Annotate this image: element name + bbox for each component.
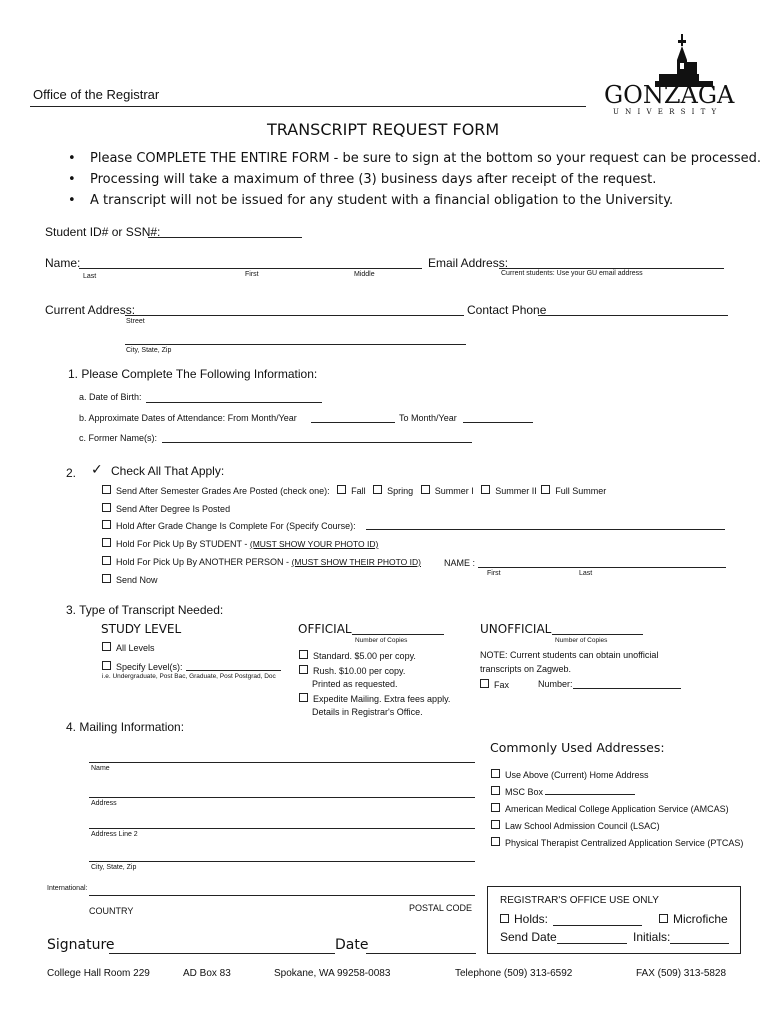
first-caption: First: [245, 271, 259, 278]
city-field[interactable]: [125, 344, 466, 345]
specify-field[interactable]: [186, 670, 281, 671]
official-heading: OFFICIAL: [298, 622, 352, 636]
specify-note: i.e. Undergraduate, Post Bac, Graduate, Post Postgrad, Doc: [102, 673, 276, 680]
summer2-checkbox[interactable]: [481, 485, 490, 494]
degree-option: Send After Degree Is Posted: [102, 503, 230, 514]
mail-address2-field[interactable]: [89, 828, 475, 829]
all-levels-option: All Levels: [102, 642, 155, 653]
email-field[interactable]: [499, 268, 724, 269]
rush-checkbox[interactable]: [299, 665, 308, 674]
signature-label: Signature: [47, 937, 115, 953]
bullet-item: • Please COMPLETE THE ENTIRE FORM - be sure to sign at the bottom so your request can be processed.: [68, 151, 762, 166]
header-rule: [30, 106, 586, 107]
unofficial-copies-caption: Number of Copies: [555, 637, 608, 644]
email-note: Current students: Use your GU email address: [501, 270, 643, 277]
standard-checkbox[interactable]: [299, 650, 308, 659]
printed-note: Printed as requested.: [312, 679, 398, 689]
fax-option: Fax: [480, 679, 509, 690]
common-address-checkbox[interactable]: [491, 786, 500, 795]
semester-option: Send After Semester Grades Are Posted (check one): Fall Spring Summer I Summer II Full Summer: [102, 485, 606, 496]
initials-label: Initials:: [633, 930, 671, 944]
footer-box: AD Box 83: [183, 968, 231, 979]
mail-name-field[interactable]: [89, 762, 475, 763]
semester-checkbox[interactable]: [102, 485, 111, 494]
send-date-field[interactable]: [557, 943, 627, 944]
pickup-other-checkbox[interactable]: [102, 556, 111, 565]
study-level-heading: STUDY LEVEL: [101, 622, 182, 636]
fax-number-label: Number:: [538, 679, 573, 689]
name-field[interactable]: [79, 268, 422, 269]
pickup-name-field[interactable]: [478, 567, 726, 568]
common-address-item: MSC Box: [491, 784, 743, 801]
specify-checkbox[interactable]: [102, 661, 111, 670]
holds-field[interactable]: [553, 925, 642, 926]
unofficial-heading: UNOFFICIAL: [480, 622, 552, 636]
official-copies-field[interactable]: [352, 634, 444, 635]
fax-checkbox[interactable]: [480, 679, 489, 688]
dates-to-label: To Month/Year: [399, 413, 457, 423]
phone-label: Contact Phone: [467, 303, 547, 317]
footer-phone: Telephone (509) 313-6592: [455, 968, 573, 979]
send-now-option: Send Now: [102, 574, 158, 585]
mail-address-field[interactable]: [89, 797, 475, 798]
dob-label: a. Date of Birth:: [79, 392, 142, 402]
footer-room: College Hall Room 229: [47, 968, 150, 979]
student-id-field[interactable]: [148, 237, 302, 238]
common-address-item: American Medical College Application Service (AMCAS): [491, 801, 743, 818]
common-address-checkbox[interactable]: [491, 803, 500, 812]
common-address-checkbox[interactable]: [491, 769, 500, 778]
international-field[interactable]: [89, 895, 475, 896]
course-field[interactable]: [366, 529, 725, 530]
grade-change-option: Hold After Grade Change Is Complete For (Specify Course):: [102, 520, 356, 531]
spring-checkbox[interactable]: [373, 485, 382, 494]
mail-name-caption: Name: [91, 765, 110, 772]
mail-address-caption: Address: [91, 800, 117, 807]
expedite-checkbox[interactable]: [299, 693, 308, 702]
mail-city-caption: City, State, Zip: [91, 864, 137, 871]
date-label: Date: [335, 937, 369, 953]
postal-caption: POSTAL CODE: [409, 903, 473, 913]
email-label: Email Address:: [428, 256, 509, 270]
student-id-label: Student ID# or SSN#:: [45, 225, 161, 239]
address-field[interactable]: [125, 315, 464, 316]
middle-caption: Middle: [354, 271, 375, 278]
bullet-item: • Processing will take a maximum of three (3) business days after receipt of the request.: [68, 172, 657, 187]
common-address-checkbox[interactable]: [491, 837, 500, 846]
street-caption: Street: [126, 318, 145, 325]
former-label: c. Former Name(s):: [79, 433, 158, 443]
section2-num: 2.: [66, 466, 77, 480]
common-address-item: Physical Therapist Centralized Application Service (PTCAS): [491, 835, 743, 852]
from-field[interactable]: [311, 422, 395, 423]
bullet-item: • A transcript will not be issued for any student with a financial obligation to the University.: [68, 193, 674, 208]
initials-field[interactable]: [670, 943, 729, 944]
summer1-checkbox[interactable]: [421, 485, 430, 494]
common-address-item: Use Above (Current) Home Address: [491, 767, 743, 784]
details-note: Details in Registrar's Office.: [312, 707, 423, 717]
signature-field[interactable]: [109, 953, 335, 954]
name-label: Name:: [45, 256, 81, 270]
standard-option: Standard. $5.00 per copy.: [299, 650, 416, 661]
section4-title: 4. Mailing Information:: [66, 720, 185, 734]
footer-city: Spokane, WA 99258-0083: [274, 968, 391, 979]
unofficial-note-2: transcripts on Zagweb.: [480, 664, 572, 674]
common-addresses-heading: Commonly Used Addresses:: [490, 740, 665, 755]
checkmark-icon: ✓: [91, 462, 103, 478]
mail-city-field[interactable]: [89, 861, 475, 862]
holds-checkbox[interactable]: [500, 914, 509, 923]
office-label: Office of the Registrar: [33, 87, 160, 102]
office-use-title: REGISTRAR'S OFFICE USE ONLY: [500, 895, 659, 906]
dates-from-label: b. Approximate Dates of Attendance: From Month/Year: [79, 413, 297, 423]
city-caption: City, State, Zip: [126, 347, 172, 354]
pickup-last-caption: Last: [579, 570, 593, 577]
pickup-name-label: NAME :: [444, 558, 476, 568]
specify-option: Specify Level(s):: [102, 661, 183, 672]
instructions: [68, 148, 761, 211]
full-summer-checkbox[interactable]: [541, 485, 550, 494]
common-address-item: Law School Admission Council (LSAC): [491, 818, 743, 835]
footer-fax: FAX (509) 313-5828: [636, 968, 727, 979]
fall-checkbox[interactable]: [337, 485, 346, 494]
section2-title: Check All That Apply:: [111, 464, 225, 478]
all-levels-checkbox[interactable]: [102, 642, 111, 651]
official-copies-caption: Number of Copies: [355, 637, 408, 644]
international-label: International:: [47, 885, 88, 892]
former-field[interactable]: [162, 442, 472, 443]
fax-number-field[interactable]: [573, 688, 681, 689]
pickup-student-checkbox[interactable]: [102, 538, 111, 547]
date-field[interactable]: [366, 953, 476, 954]
expedite-option: Expedite Mailing. Extra fees apply.: [299, 693, 450, 704]
degree-checkbox[interactable]: [102, 503, 111, 512]
msc-box-field[interactable]: [545, 786, 635, 795]
last-caption: Last: [83, 273, 97, 280]
to-field[interactable]: [463, 422, 533, 423]
unofficial-copies-field[interactable]: [552, 634, 643, 635]
common-address-checkbox[interactable]: [491, 820, 500, 829]
pickup-other-option: Hold For Pick Up By ANOTHER PERSON - (MUST SHOW THEIR PHOTO ID): [102, 556, 421, 567]
section1-title: 1. Please Complete The Following Information:: [68, 367, 318, 381]
phone-field[interactable]: [538, 315, 728, 316]
unofficial-note-1: NOTE: Current students can obtain unofficial: [480, 650, 659, 660]
common-addresses-list: [491, 767, 743, 852]
send-now-checkbox[interactable]: [102, 574, 111, 583]
rush-option: Rush. $10.00 per copy.: [299, 665, 405, 676]
country-caption: COUNTRY: [89, 906, 134, 916]
address-label: Current Address:: [45, 303, 136, 317]
send-date-label: Send Date: [500, 930, 557, 944]
microfiche-checkbox[interactable]: [659, 914, 668, 923]
microfiche-row: Microfiche: [659, 912, 728, 926]
logo-university: U N I V E R S I T Y: [613, 108, 719, 116]
holds-row: Holds:: [500, 912, 548, 926]
logo-wordmark: GONZAGA: [604, 81, 735, 109]
pickup-student-option: Hold For Pick Up By STUDENT - (MUST SHOW YOUR PHOTO ID): [102, 538, 378, 549]
dob-field[interactable]: [146, 402, 322, 403]
mail-address2-caption: Address Line 2: [91, 831, 138, 838]
section3-title: 3. Type of Transcript Needed:: [66, 603, 224, 617]
pickup-first-caption: First: [487, 570, 501, 577]
form-title: TRANSCRIPT REQUEST FORM: [267, 120, 500, 139]
grade-change-checkbox[interactable]: [102, 520, 111, 529]
